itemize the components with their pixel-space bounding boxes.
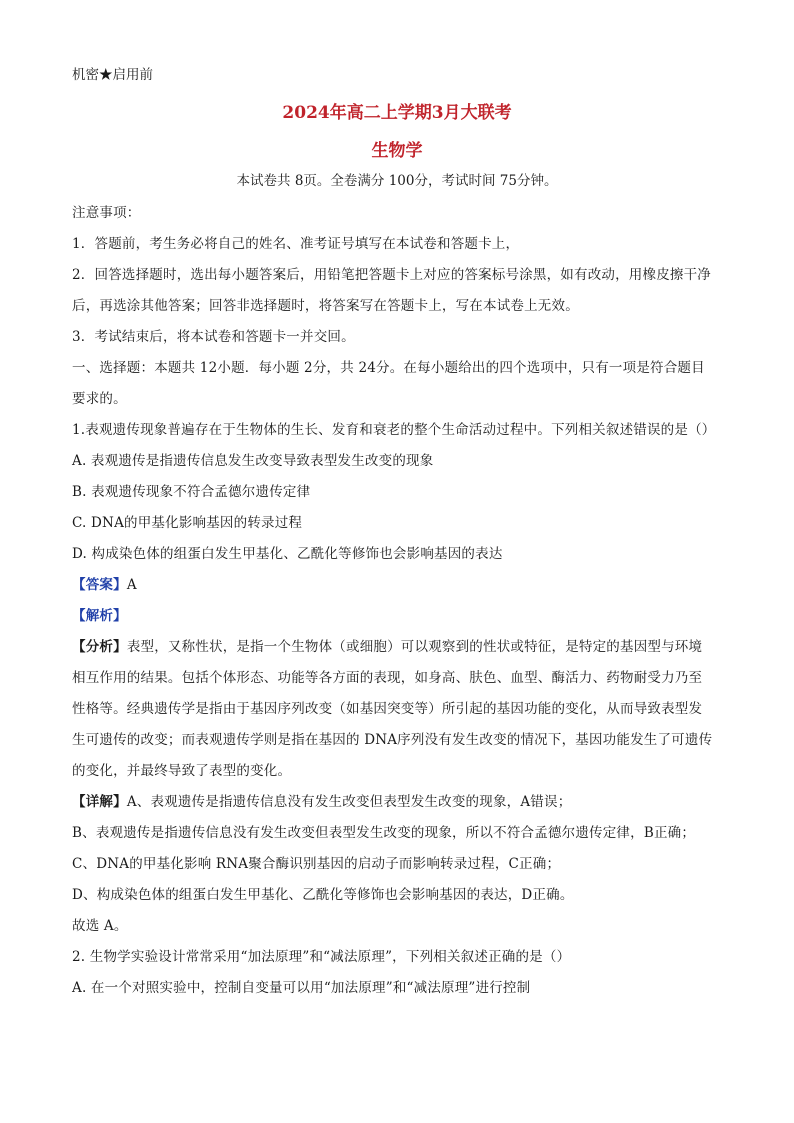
xiangjie-line — [72, 787, 722, 818]
notice-item: 3．考试结束后，将本试卷和答题卡一并交回。 — [72, 329, 355, 345]
page-title: 2024年高二上学期3月大联考 — [282, 103, 512, 123]
conclusion: 故选 A。 — [72, 918, 128, 934]
notice-item: 2．回答选择题时，选出每小题答案后，用铅笔把答题卡上对应的答案标号涂黑，如有改动，用橡皮擦干净 — [72, 267, 711, 283]
xiangjie-text: C、DNA的甲基化影响 RNA聚合酶识别基因的启动子而影响转录过程，C正确； — [72, 856, 561, 872]
question-stem: 1.表观遗传现象普遍存在于生物体的生长、发育和衰老的整个生命活动过程中。下列相关叙述错误的是（） — [72, 422, 716, 438]
notice-heading: 注意事项： — [72, 205, 141, 221]
question-option: D. 构成染色体的组蛋白发生甲基化、乙酰化等修饰也会影响基因的表达 — [72, 546, 503, 562]
answer-value: A — [126, 577, 137, 593]
question-option: A. 在一个对照实验中，控制自变量可以用“加法原理”和“减法原理”进行控制 — [72, 980, 531, 996]
notice-item: 1．答题前，考生务必将自己的姓名、准考证号填写在本试卷和答题卡上， — [72, 236, 520, 252]
xiangjie-text: A、表观遗传是指遗传信息没有发生改变但表型发生改变的现象，A错误； — [126, 794, 572, 810]
subject-title: 生物学 — [371, 141, 423, 161]
analysis-tag: 【解析】 — [72, 608, 127, 624]
exam-info: 本试卷共 8页。全卷满分 100分，考试时间 75分钟。 — [236, 173, 558, 189]
fenxi-text: 相互作用的结果。包括个体形态、功能等各方面的表现，如身高、肤色、血型、酶活力、药物耐受力乃至 — [72, 670, 703, 686]
fenxi-text: 性格等。经典遗传学是指由于基因序列改变（如基因突变等）所引起的基因功能的变化，从而导致表型发 — [72, 701, 703, 717]
question-stem: 2. 生物学实验设计常常采用“加法原理”和“减法原理”，下列相关叙述正确的是（） — [72, 949, 571, 965]
confidential-mark: 机密★启用前 — [72, 67, 153, 83]
question-option: C. DNA的甲基化影响基因的转录过程 — [72, 515, 303, 531]
section-intro: 一、选择题：本题共 12小题．每小题 2分，共 24分。在每小题给出的四个选项中，只有一项是符合题目 — [72, 360, 705, 376]
answer-line — [72, 570, 722, 601]
fenxi-tag: 【分析】 — [72, 639, 127, 655]
fenxi-text: 表型，又称性状，是指一个生物体（或细胞）可以观察到的性状或特征，是特定的基因型与环境 — [126, 639, 703, 655]
xiangjie-tag: 【详解】 — [72, 794, 127, 810]
notice-item: 后，再选涂其他答案；回答非选择题时，将答案写在答题卡上，写在本试卷上无效。 — [72, 298, 579, 314]
answer-tag: 【答案】 — [72, 577, 127, 593]
document-page — [72, 62, 722, 1004]
question-option: B. 表观遗传现象不符合孟德尔遗传定律 — [72, 484, 311, 500]
fenxi-text: 生可遗传的改变；而表观遗传学则是指在基因的 DNA序列没有发生改变的情况下，基因功能发生了可遗传 — [72, 732, 713, 748]
section-intro: 要求的。 — [72, 391, 127, 407]
fenxi-text: 的变化，并最终导致了表型的变化。 — [72, 763, 292, 779]
xiangjie-text: D、构成染色体的组蛋白发生甲基化、乙酰化等修饰也会影响基因的表达，D正确。 — [72, 887, 574, 903]
analysis-line — [72, 601, 722, 632]
question-option: A. 表观遗传是指遗传信息发生改变导致表型发生改变的现象 — [72, 453, 434, 469]
fenxi-line — [72, 632, 722, 663]
xiangjie-text: B、表观遗传是指遗传信息没有发生改变但表型发生改变的现象，所以不符合孟德尔遗传定律，B正确； — [72, 825, 696, 841]
